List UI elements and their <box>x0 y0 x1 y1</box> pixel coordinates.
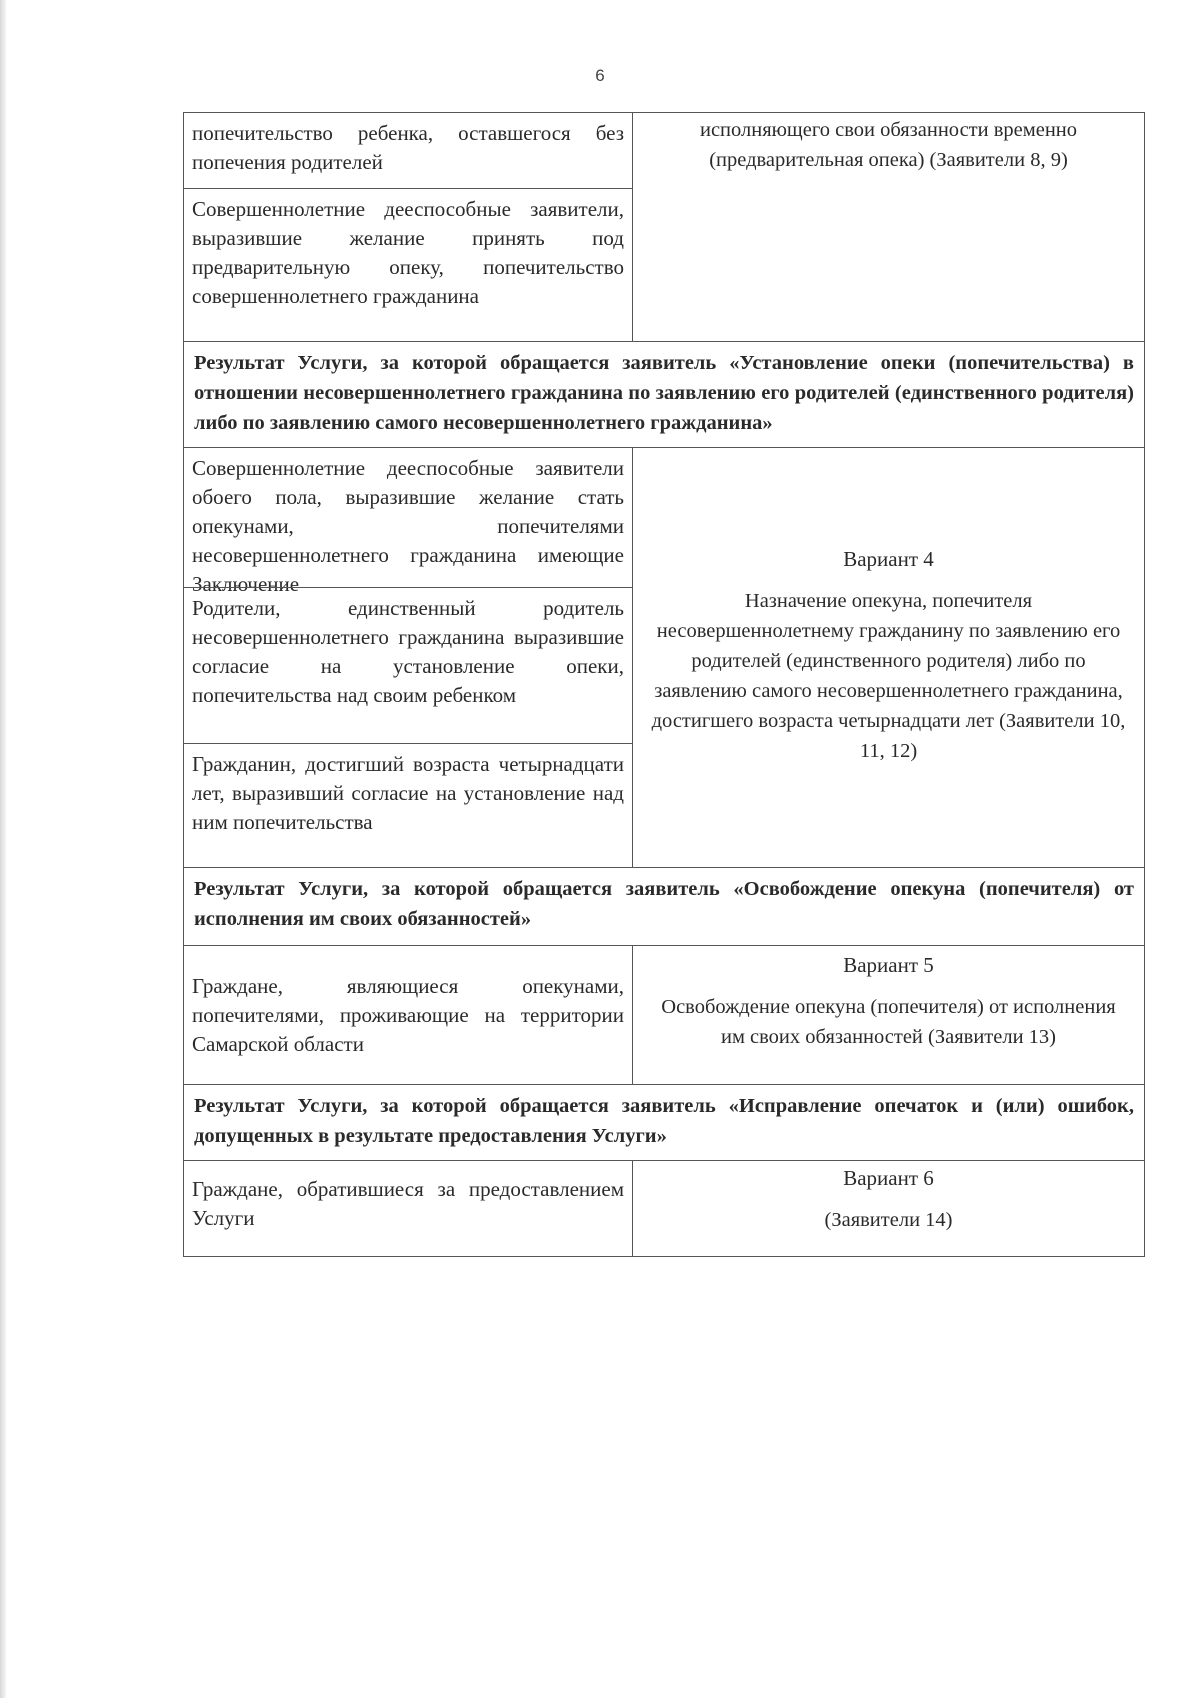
applicants-column <box>184 448 633 867</box>
applicant-cell: Гражданин, достигший возраста четырнадцати лет, выразивший согласие на установление над ним попечительства <box>184 743 632 867</box>
variant-column <box>633 946 1144 1084</box>
variant-title: Вариант 4 <box>843 546 934 571</box>
result-header: Результат Услуги, за которой обращается заявитель «Исправление опечаток и (или) ошибок, допущенных в результате предоставления Услуги» <box>184 1084 1144 1160</box>
applicant-cell: попечительство ребенка, оставшегося без попечения родителей <box>192 121 624 174</box>
applicants-column <box>184 1161 633 1256</box>
variant-column <box>633 113 1144 341</box>
variant-column <box>633 448 1144 867</box>
variant-description: Назначение опекуна, попечителя несовершеннолетнему гражданину по заявлению его родителей (единственного родителя) либо по заявлению самого несовершеннолетнего гражданина, достигшего возраста четырнадцати лет (Заявители 10, 11, 12) <box>651 589 1126 762</box>
variant-description: (Заявители 14) <box>824 1209 953 1231</box>
table-row-block-1 <box>184 113 1144 341</box>
variant-column <box>633 1161 1144 1256</box>
variant-title: Вариант 6 <box>843 1166 934 1190</box>
applicant-cell: Родители, единственный родитель несовершеннолетнего гражданина выразившие согласие на установление опеки, попечительства над своим ребенком <box>184 587 632 743</box>
variant-title: Вариант 5 <box>843 953 934 977</box>
table-row-block-4 <box>184 1160 1144 1256</box>
table-row-block-3 <box>184 945 1144 1084</box>
applicant-cell: Граждане, обратившиеся за предоставлением Услуги <box>192 1177 624 1230</box>
applicant-cell: Совершеннолетние дееспособные заявители обоего пола, выразившие желание стать опекунами, попечителями несовершеннолетнего гражданина имеющие Заключение <box>192 456 624 596</box>
applicants-column <box>184 946 633 1084</box>
table-row-block-2 <box>184 447 1144 867</box>
result-header: Результат Услуги, за которой обращается заявитель «Установление опеки (попечительства) в отношении несовершеннолетнего гражданина по заявлению его родителей (единственного родителя) либо по заявлению самого несовершеннолетнего гражданина» <box>184 341 1144 447</box>
scan-edge-shadow <box>0 0 6 1698</box>
applicant-cell: Граждане, являющиеся опекунами, попечителями, проживающие на территории Самарской области <box>192 973 624 1056</box>
page-number: 6 <box>595 66 605 85</box>
variant-description: исполняющего свои обязанности временно (предварительная опека) (Заявители 8, 9) <box>699 119 1078 171</box>
variant-description: Освобождение опекуна (попечителя) от исполнения им своих обязанностей (Заявители 13) <box>661 996 1116 1048</box>
applicants-column <box>184 113 633 341</box>
applicant-cell: Совершеннолетние дееспособные заявители, выразившие желание принять под предварительную опеку, попечительство совершеннолетнего гражданина <box>184 188 632 341</box>
result-header: Результат Услуги, за которой обращается заявитель «Освобождение опекуна (попечителя) от исполнения им своих обязанностей» <box>184 867 1144 945</box>
applicants-table <box>183 112 1145 1257</box>
